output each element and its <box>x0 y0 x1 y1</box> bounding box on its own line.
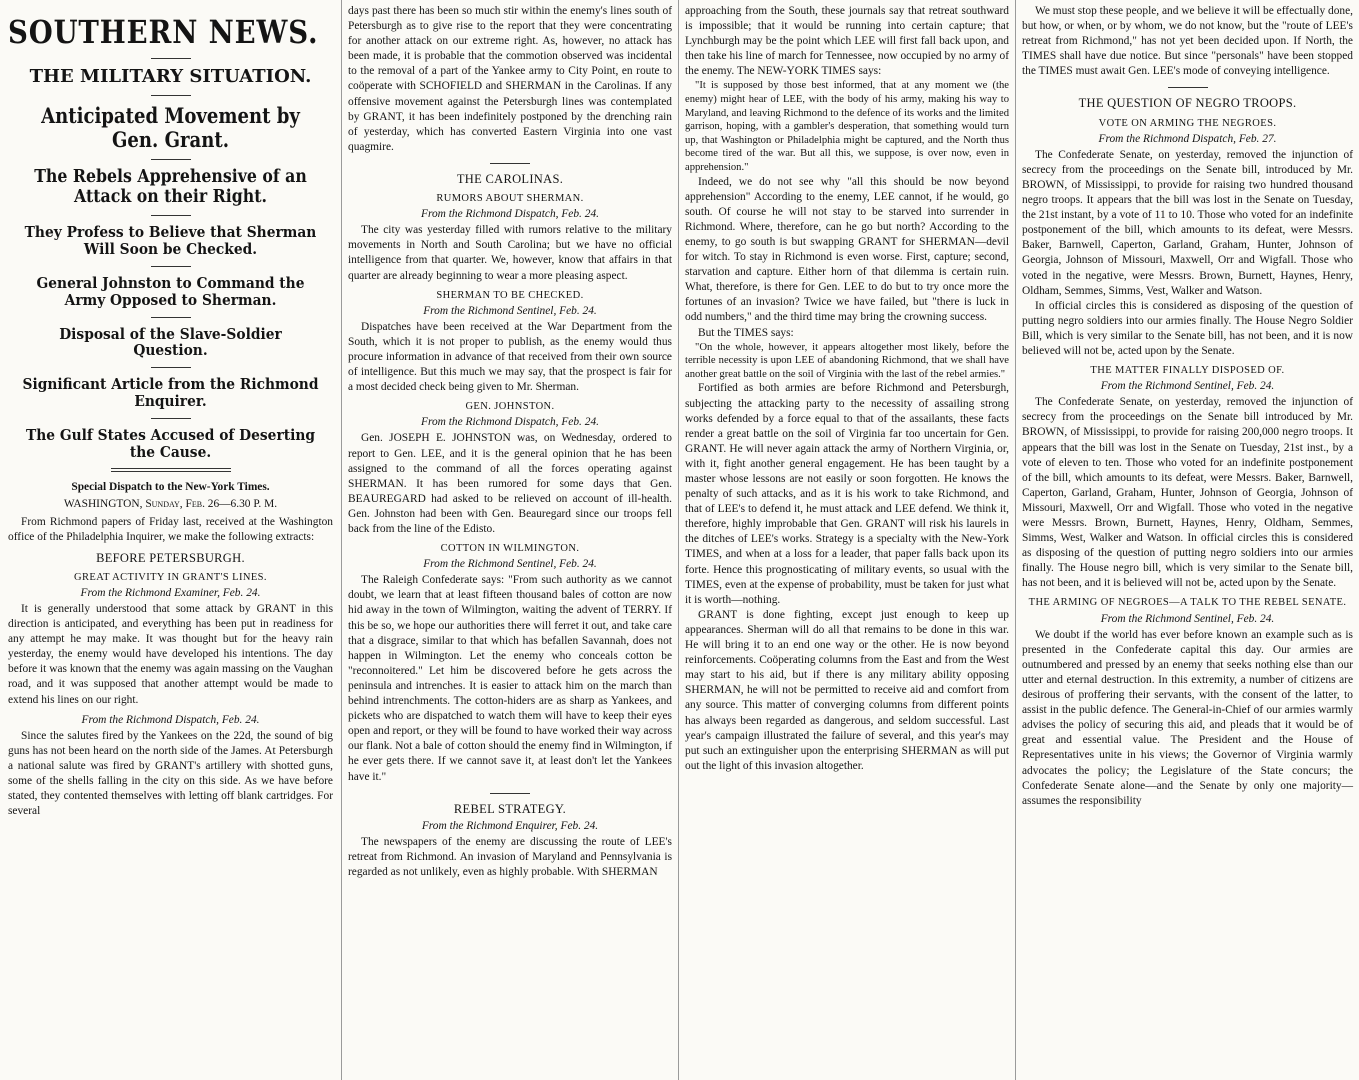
divider <box>151 58 191 59</box>
article-paragraph: The city was yesterday filled with rumors relative to the military movements in North and South Carolina; but we have no official intelligence from that quarter. We, however, know that affairs in that quarter are already beginning to wear a more pleasing aspect. <box>348 224 672 282</box>
subsection-heading: THE ARMING OF NEGROES—A TALK TO THE REBEL SENATE. <box>1028 597 1347 609</box>
divider <box>151 266 191 267</box>
quoted-passage <box>685 79 1009 174</box>
section-heading: BEFORE PETERSBURGH. <box>96 550 245 565</box>
headline-3: The Rebels Apprehensive of an Attack on their Right. <box>34 167 307 207</box>
subsection-heading: VOTE ON ARMING THE NEGROES. <box>1098 117 1277 129</box>
subsection-heading: GREAT ACTIVITY IN GRANT'S LINES. <box>74 571 267 583</box>
subsection-heading: GEN. JOHNSTON. <box>465 401 555 413</box>
source-line: From the Richmond Sentinel, Feb. 24. <box>1100 612 1275 625</box>
article-paragraph: days past there has been so much stir within the enemy's lines south of Petersburgh as to give rise to the report that they were concentrating for another attack on our extreme right. As, however, no attack has been made, it is probable that the commotion observed was incidental to the removal of a part of the Yankee army to City Point, en route to coöperate with SCHOFIELD and SHERMAN in the Carolinas. If any offensive movement against the Petersburgh lines was contemplated by GRANT, it has been indefinitely postponed by the drenching rain of yesterday, which has converted Eastern Virginia into one vast quagmire. <box>348 5 672 153</box>
quote-text: "On the whole, however, it appears altogether most likely, before the terrible necessity is upon LEE of abandoning Richmond, that we shall have another great battle on the soil of Virginia with the last of the rebel armies." <box>685 341 1009 380</box>
article-paragraph: We doubt if the world has ever before known an example such as is presented in the Confederate capital this day. Our armies are outnumbered and pressed by an enemy that seeks nothing else than our utter and eternal destruction. In this extremity, a number of citizens are desirous of proffering their servants, with the consent of the latter, to assist in the public defence. The General-in-Chief of our armies warmly advises the policy of securing this aid, and pleads that it would be of great and essential value. The President and the House of Representatives unite in his views; the Governor of Virginia warmly advocates the policy; the Legislature of the State concurs; the Confederate Senate alone—and the Senate by only one majority—assumes the responsibility <box>1022 628 1353 807</box>
article-paragraph: We must stop these people, and we believe it will be effectually done, but how, or when, or by whom, we do not know, but the "route of LEE's retreat from Richmond," has not yet been decided upon. If North, the TIMES shall have due notice. But since "personals" have been stopped the TIMES must await Gen. LEE's mode of conveying intelligence. <box>1022 5 1353 78</box>
article-paragraph: GRANT is done fighting, except just enough to keep up appearances. Sherman will do all that remains to be done in this war. He will bring it to an end one way or the other. He is now beyond reinforcements. Coöperating columns from the East and from the West may start to his aid, but if there is any military ability opposing SHERMAN, he will not be permitted to receive aid and comfort from any source. This matter of converging columns from different points has always been regarded as dangerous, and seldom successful. Last year's campaign illustrated the failure of several, and this year's may put such an extinguisher upon the enterprising SHERMAN as will put out the light of this invasion altogether. <box>685 608 1009 772</box>
article-paragraph: It is generally understood that some attack by GRANT in this direction is anticipated, and everything has been put in readiness for any attempt he may make. It was thought but for the heavy rain yesterday, the enemy would have developed his intentions. The day before it was known that the enemy was again massing on the Vaughan road, and it was supposed that another attempt would be made to extend his lines on our right. <box>8 603 333 706</box>
article-paragraph: The Confederate Senate, on yesterday, removed the injunction of secrecy from the proceedings on the Senate bill introduced by Mr. BROWN, of Mississippi, to provide for raising 200,000 negro troops. It appears that the bill was lost in the Senate on Tuesday, 21st inst., by a vote of eleven to ten. Those who voted for an indefinite postponement of the bill, which amounts to its defeat, were Messrs. Baker, Barnwell, Caperton, Garland, Graham, Hunter, Johnson of Georgia, Johnson of Missouri, Maxwell, Orr and Wigfall. Those who voted in the negative were Messrs. Brown, Burnett, Haynes, Henry, Oldham, Semmes, Simms, West, Walker and Watson. In official circles this is considered as disposing of the question of putting negro soldiers into our armies finally. The House negro bill, which is very similar to the Senate bill, has not been, and it is believed will not be, acted upon by the Senate. <box>1022 396 1353 590</box>
headline-7: Significant Article from the Richmond Enquirer. <box>22 375 319 410</box>
double-divider <box>111 468 231 472</box>
subsection-heading: COTTON IN WILMINGTON. <box>440 543 580 555</box>
article-paragraph: Fortified as both armies are before Richmond and Petersburgh, subjecting the attacking party to the necessity of assailing strong works defended by a force equal to that of the assailants, these facts render a great battle on the soil of Virginia far too uncertain for Gen. GRANT. He will never again attack the army of Northern Virginia, or, with it, fight another general engagement. He has been taught by a master whose lessons are not easily or soon forgotten. He knows the penalty of such attacks, and as it is his work to take Richmond, and that of LEE's to defend it, he must attack and LEE defend. We think it, therefore, highly improbable that Gen. GRANT will risk his laurels in the ditches of LEE's works. Strategy is a specialty with the New-York TIMES, and when at a loss for a leader, that paper falls back upon its forte. Hence this prognosticating of military events, so usual with the TIMES, even at the expense of probability, must be taken for just what it is worth—nothing. <box>685 382 1009 606</box>
headline-6: Disposal of the Slave-Soldier Question. <box>59 324 282 360</box>
source-line: From the Richmond Sentinel, Feb. 24. <box>423 304 597 317</box>
section-heading: REBEL STRATEGY. <box>453 801 567 816</box>
headline-1: THE MILITARY SITUATION. <box>29 66 312 87</box>
headline-2: Anticipated Movement by Gen. Grant. <box>41 103 300 152</box>
article-paragraph: Dispatches have been received at the War Department from the South, which it is not proper to publish, as the enemy would thus procure information in advance of that received from their own source of intelligence. But this much we may say, that the prospect is fair for a most decided check being given to Mr. Sherman. <box>348 320 672 394</box>
quote-text: "It is supposed by those best informed, that at any moment we (the enemy) might hear of LEE, with the body of his army, making his way to Maryland, and leaving Richmond to the defence of its works and the limited garrison, hoping, with a gambler's desperation, that something would turn up, that Washington or Philadelphia might be captured, and the North thus become tired of the war. But all this, we suppose, is over now, even in apprehension." <box>685 80 1009 174</box>
divider <box>151 317 191 318</box>
intro-paragraph: From Richmond papers of Friday last, received at the Washington office of the Philadelphia Inquirer, we make the following extracts: <box>8 515 333 543</box>
article-paragraph: approaching from the South, these journals say that retreat southward is impossible; that it would be running into certain capture; that Lynchburgh may be the point which LEE will first fall back upon, and then take his line of march for Tennessee, now occupied by no army of the enemy. The NEW-YORK TIMES says: <box>685 5 1009 78</box>
subsection-heading: SHERMAN TO BE CHECKED. <box>436 289 584 301</box>
article-paragraph: But the TIMES says: <box>698 326 794 339</box>
subsection-heading: RUMORS ABOUT SHERMAN. <box>436 193 584 205</box>
article-paragraph: The newspapers of the enemy are discussing the route of LEE's retreat from Richmond. An invasion of Maryland and Pennsylvania is regarded as not unlikely, even as highly probable. With SHERMAN <box>348 835 672 878</box>
article-paragraph: The Confederate Senate, on yesterday, removed the injunction of secrecy from the proceedings on the Senate bill, introduced by Mr. BROWN, of Mississippi, to provide for raising two hundred thousand negro troops. It appears that the bill was lost in the Senate on Tuesday, the 21st instant, by a vote of 11 to 10. Those who voted for an indefinite postponement of the bill, which amounts to its defeat, were Messrs. Baker, Barnwell, Caperton, Garland, Graham, Hunter, Johnson of Georgia, Johnson of Missouri, Maxwell, Orr and Wigfall. Those who voted in the negative, were Messrs. Brown, Burnett, Haynes, Henry, Oldham, Semmes, Simms, Vest, Walker and Watson. <box>1022 148 1353 297</box>
source-line: From the Richmond Examiner, Feb. 24. <box>80 586 261 599</box>
divider <box>151 215 191 216</box>
article-paragraph: Indeed, we do not see why "all this should be now beyond apprehension" According to the enemy, LEE cannot, if he would, go south. Of course he will not stay to be starved into surrender in Richmond. Where, therefore, can he go but north? According to the enemy, to go south is but swapping GRANT for SHERMAN—devil for witch. To stay in Richmond is even worse. First, capture; second, starvation and capture. Either horn of that dilemma is certain ruin. What, therefore, is there for Gen. LEE to do but to try once more the fortunes of an invasion? Twice we have failed, but "there is luck in odd numbers," and the third time may bring the crowning success. <box>685 175 1009 324</box>
source-line: From the Richmond Enquirer, Feb. 24. <box>421 819 599 832</box>
dispatch-line: Special Dispatch to the New-York Times. <box>71 481 270 494</box>
column-2 <box>342 0 678 1080</box>
source-line: From the Richmond Dispatch, Feb. 24. <box>81 713 260 726</box>
quoted-passage <box>685 341 1009 382</box>
headline-4: They Profess to Believe that Sherman Will Soon be Checked. <box>24 223 317 259</box>
article-paragraph: In official circles this is considered as disposing of the question of putting negro soldiers into our armies finally. The House Negro Soldier Bill, which is very similar to the Senate bill, has not been, and it is now believed will not be, acted upon by the Senate. <box>1022 299 1353 357</box>
source-line: From the Richmond Dispatch, Feb. 24. <box>420 416 599 429</box>
section-heading: THE QUESTION OF NEGRO TROOPS. <box>1078 96 1297 111</box>
column-1 <box>0 0 341 1080</box>
dateline: WASHINGTON, Sunday, Feb. 26—6.30 P. M. <box>63 498 278 511</box>
divider <box>490 163 530 164</box>
masthead: SOUTHERN NEWS. <box>8 13 319 51</box>
divider <box>151 95 191 96</box>
subsection-heading: THE MATTER FINALLY DISPOSED OF. <box>1090 365 1285 377</box>
column-4 <box>1016 0 1359 1080</box>
article-paragraph: Gen. JOSEPH E. JOHNSTON was, on Wednesday, ordered to report to Gen. LEE, and it is the general opinion that he has been assigned to the command of all the forces operating against SHERMAN. It has been rumored for some days that Gen. BEAUREGARD had asked to be relieved on account of ill-health. Gen. Johnston had been with Gen. Beauregard since our troops fell back from the line of the Edisto. <box>348 432 672 535</box>
source-line: From the Richmond Sentinel, Feb. 24. <box>423 558 597 571</box>
headline-8: The Gulf States Accused of Deserting the Cause. <box>25 425 316 461</box>
divider <box>490 793 530 794</box>
article-paragraph: The Raleigh Confederate says: "From such authority as we cannot doubt, we learn that at least fifteen thousand bales of cotton are now hid away in the town of Wilmington, waiting the advent of TERRY. If this be so, we hope our authorities there will ferret it out, and take care that a disgrace, similar to that which has befallen Savannah, does not happen in Wilmington. Let the enemy who conceals cotton be "reconnoitered." Let him be discovered before he gets across the peninsula and intrenches. It is easier to attack him on the march than behind intrenchments. The cotton-hiders are as sharp as Yankees, and pickets who are dispatched to watch them will have to keep their eyes open and report, or they will be found to have worked their way across our flank. Not a bale of cotton should the enemy find in Wilmington, if he ever gets there. If we cannot save it, at least don't let the Yankees have it." <box>348 574 672 783</box>
source-line: From the Richmond Dispatch, Feb. 24. <box>420 208 599 221</box>
divider <box>151 159 191 160</box>
divider <box>151 367 191 368</box>
headline-5: General Johnston to Command the Army Opposed to Sherman. <box>36 273 305 309</box>
source-line: From the Richmond Dispatch, Feb. 27. <box>1098 132 1277 145</box>
divider <box>151 418 191 419</box>
divider <box>1168 87 1208 88</box>
column-3 <box>679 0 1015 1080</box>
source-line: From the Richmond Sentinel, Feb. 24. <box>1100 380 1275 393</box>
article-paragraph: Since the salutes fired by the Yankees on the 22d, the sound of big guns has not been heard on the north side of the James. At Petersburgh a national salute was fired by GRANT's artillery with shotted guns, some of the shells falling in the city on this side. As we have before stated, they contented themselves with letting off blank cartridges. For several <box>8 729 333 818</box>
section-heading: THE CAROLINAS. <box>456 171 564 186</box>
